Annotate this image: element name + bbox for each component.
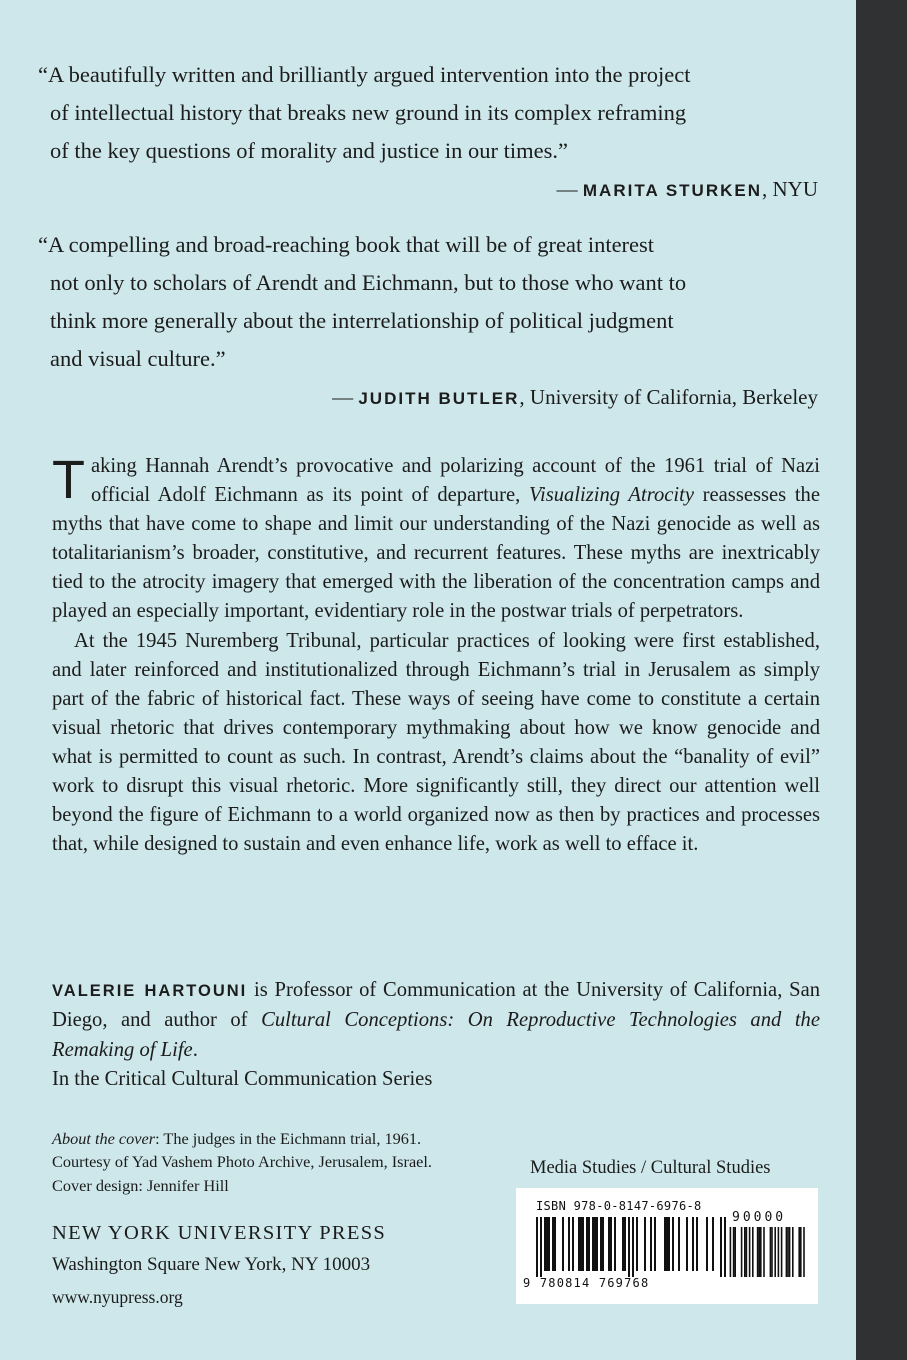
addon-barcode-bar [758,1227,760,1277]
subject-category: Media Studies / Cultural Studies [530,1158,771,1178]
attribution-name: JUDITH BUTLER [358,389,520,408]
publisher-address: Washington Square New York, NY 10003 [52,1254,371,1275]
barcode-bar [554,1217,556,1271]
attribution-dash: — [332,385,359,409]
addon-barcode-bars [728,1227,810,1277]
barcode-bar [578,1217,580,1271]
description-paragraph-1 [52,452,820,627]
addon-barcode-bar [800,1227,802,1277]
credits-line [52,1127,482,1150]
addon-barcode-bar [770,1227,772,1277]
credits-line: Courtesy of Yad Vashem Photo Archive, Jerusalem, Israel. [52,1152,432,1172]
barcode-bar [706,1217,708,1271]
blurb-quote-2 [38,226,828,378]
description-paragraph-2: At the 1945 Nuremberg Tribunal, particular practices of looking were first established, and later reinforced and institutionalized through Eichmann’s trial in Jerusalem as simply part of the fabric of historical fact. These ways of seeing have come to constitute a certain visual rhetoric that drives contemporary mythmaking about how we know genocide and what is permitted to count as such. In contrast, Arendt’s claims about the “banality of evil” work to disrupt this visual rhetoric. More significantly still, they direct our attention well beyond the figure of Eichmann to a world organized now as then by practices and processes that, while designed to sustain and even enhance life, work as well to efface it. [52,629,820,856]
addon-barcode-bar [792,1227,794,1277]
barcode-bar [636,1217,638,1271]
barcode-bar [624,1217,626,1271]
barcode-digits: 9 780814 769768 [523,1276,650,1290]
addon-barcode-bar [757,1227,759,1277]
blurb-quote-2-line: “A compelling and broad-reaching book that will be of great interest [38,232,655,257]
addon-barcode-bar [752,1227,754,1277]
book-title-italic: Visualizing Atrocity [528,484,694,507]
isbn-text: ISBN 978-0-8147-6976-8 [536,1199,702,1213]
publisher-block [52,1218,472,1310]
credits-text: : The judges in the Eichmann trial, 1961. [155,1129,422,1148]
addon-barcode-bar [771,1227,773,1277]
barcode-bar [596,1217,598,1271]
description-text: reassesses the myths that have come to shape and limit our understanding of the Nazi genocide as well as totalitarianism’s broader, constitutive, and recurrent features. These myths are inextricably tied to the atrocity imagery that emerged with the liberation of the concentration camps and played an especially important, evidentiary role in the postwar trials of perpetrators. [52,484,820,623]
barcode-bar [686,1217,688,1271]
book-description [52,452,820,859]
barcode-bar [664,1217,666,1271]
barcode-bar [628,1217,630,1277]
addon-barcode-bar [798,1227,800,1277]
bio-text: is Professor of Communication at the University of California, San Diego, and author of [52,979,821,1032]
barcode-bar [666,1217,668,1271]
barcode-bar [622,1217,624,1271]
blurb-quote-1-line: “A beautifully written and brilliantly argued intervention into the project [38,62,691,87]
barcode-bar [582,1217,584,1271]
cover-credits [52,1127,482,1197]
barcode-bar [650,1217,652,1271]
barcode-bar [562,1217,564,1271]
barcode-bar [572,1217,574,1271]
addon-barcode-bar [774,1227,776,1277]
addon-barcode-bar [781,1227,783,1277]
description-text: aking Hannah Arendt’s provocative and polarizing account of the 1961 trial of Nazi official Adolf Eichmann as its point of departure, [91,455,820,507]
addon-barcode-bar [749,1227,751,1277]
book-spine-edge [856,0,907,1360]
credits-line: Cover design: Jennifer Hill [52,1175,229,1195]
barcode-bar [614,1217,616,1271]
attribution-affiliation: , University of California, Berkeley [519,385,818,409]
blurb-attribution-2 [332,382,818,414]
addon-barcode-bar [778,1227,780,1277]
addon-barcode-bar [786,1227,788,1277]
barcode-bar [692,1217,694,1271]
attribution-dash: — [556,177,583,201]
addon-barcode-bar [733,1227,735,1277]
blurb-quote-2-line: think more generally about the interrelationship of political judgment [50,308,674,333]
barcode-bar [586,1217,588,1271]
author-bio [52,976,820,1065]
barcode-bar [632,1217,634,1277]
bio-book-title: Cultural Conceptions: On Reproductive Technologies and the Remaking of Life [52,1009,820,1061]
barcode-bars [536,1217,726,1277]
addon-barcode-bar [763,1227,765,1277]
barcode-bar [552,1217,554,1271]
addon-barcode-bar [746,1227,748,1277]
addon-barcode-bar [789,1227,791,1277]
barcode-bar [724,1217,726,1277]
barcode-bar [668,1217,670,1271]
attribution-name: MARITA STURKEN [582,181,762,200]
blurb-quote-1-line: of intellectual history that breaks new ground in its complex reframing [50,100,687,125]
addon-barcode-bar [803,1227,805,1277]
barcode-bar [672,1217,674,1271]
publisher-website: www.nyupress.org [52,1287,183,1307]
barcode-bar [608,1217,610,1271]
drop-cap: T [52,450,85,510]
blurb-attribution-1 [557,174,818,206]
author-name: VALERIE HARTOUNI [52,982,248,1000]
addon-barcode-bar [744,1227,746,1277]
blurb-quote-2-line: not only to scholars of Arendt and Eichmann, but to those who want to [50,270,687,295]
barcode-bar [546,1217,548,1271]
barcode-bar [610,1217,612,1271]
isbn-barcode [516,1188,818,1304]
barcode-bar [544,1217,546,1271]
blurb-quote-1-line: of the key questions of morality and justice in our times.” [50,138,569,163]
barcode-bar [696,1217,698,1271]
barcode-bar [594,1217,596,1271]
barcode-bar [588,1217,590,1271]
publisher-name: NEW YORK UNIVERSITY PRESS [52,1222,387,1244]
addon-barcode-bar [734,1227,736,1277]
series-note: In the Critical Cultural Communication Series [52,1068,433,1090]
barcode-bar [568,1217,570,1271]
blurb-quote-2-line: and visual culture.” [50,346,226,371]
barcode-bar [536,1217,538,1277]
addon-barcode-bar [730,1227,732,1277]
barcode-bar [540,1217,542,1277]
barcode-bar [654,1217,656,1271]
barcode-bar [644,1217,646,1271]
price-addon-text: 90000 [732,1210,787,1225]
barcode-bar [580,1217,582,1271]
blurb-quote-1 [38,56,828,170]
attribution-affiliation: , NYU [762,177,818,201]
barcode-bar [592,1217,594,1271]
bio-text-end: . [192,1038,198,1061]
addon-barcode-bar [787,1227,789,1277]
credits-label: About the cover [52,1129,156,1148]
addon-barcode-bar [741,1227,743,1277]
barcode-bar [712,1217,714,1271]
barcode-bar [720,1217,722,1277]
barcode-bar [602,1217,604,1271]
barcode-bar [678,1217,680,1271]
barcode-bar [600,1217,602,1271]
addon-barcode-bar [760,1227,762,1277]
barcode-bar [548,1217,550,1271]
